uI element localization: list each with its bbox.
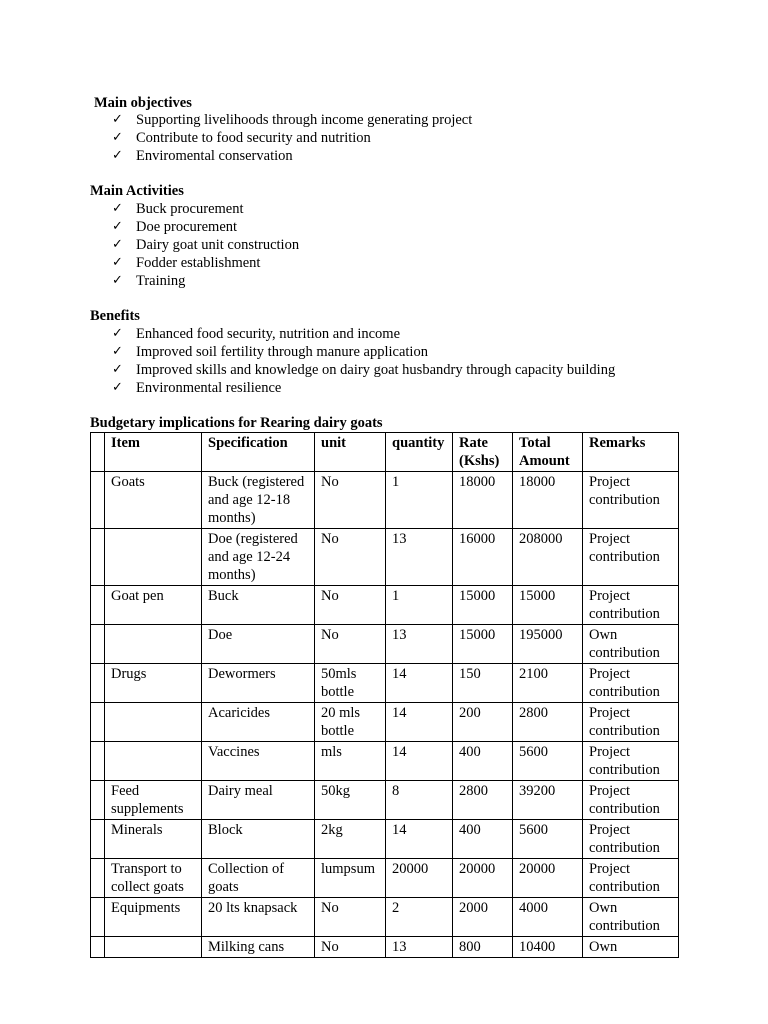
cell-remarks: Own contribution <box>583 898 679 937</box>
checkmark-icon: ✓ <box>112 201 123 216</box>
cell-total: 2800 <box>513 703 583 742</box>
cell-item <box>105 742 202 781</box>
table-row <box>91 781 679 820</box>
cell-remarks: Project contribution <box>583 742 679 781</box>
header-rate: Rate (Kshs) <box>453 433 513 472</box>
cell-quantity: 13 <box>386 625 453 664</box>
row-marker-cell <box>91 742 105 781</box>
benefits-list <box>112 325 615 397</box>
checkmark-icon: ✓ <box>112 362 123 377</box>
cell-total: 10400 <box>513 937 583 958</box>
cell-item: Feed supplements <box>105 781 202 820</box>
activities-list <box>112 200 299 290</box>
cell-remarks: Project contribution <box>583 859 679 898</box>
cell-total: 15000 <box>513 586 583 625</box>
cell-quantity: 14 <box>386 664 453 703</box>
cell-specification: Dairy meal <box>202 781 315 820</box>
checkmark-icon: ✓ <box>112 148 123 163</box>
cell-rate: 800 <box>453 937 513 958</box>
cell-specification: Dewormers <box>202 664 315 703</box>
table-row <box>91 898 679 937</box>
list-item: ✓ Enhanced food security, nutrition and income <box>112 326 401 342</box>
cell-quantity: 2 <box>386 898 453 937</box>
cell-remarks: Project contribution <box>583 781 679 820</box>
cell-item: Goat pen <box>105 586 202 625</box>
header-cell-blank <box>91 433 105 472</box>
list-item: ✓ Contribute to food security and nutrition <box>112 130 371 146</box>
row-marker-cell <box>91 664 105 703</box>
activities-heading: Main Activities <box>90 183 184 199</box>
table-row <box>91 820 679 859</box>
budget-title: Budgetary implications for Rearing dairy goats <box>90 415 383 431</box>
cell-total: 20000 <box>513 859 583 898</box>
list-item: ✓ Fodder establishment <box>112 255 261 271</box>
cell-quantity: 20000 <box>386 859 453 898</box>
checkmark-icon: ✓ <box>112 112 123 127</box>
cell-total: 2100 <box>513 664 583 703</box>
objectives-list <box>112 111 472 165</box>
budget-table <box>90 432 679 958</box>
cell-rate: 2800 <box>453 781 513 820</box>
cell-remarks: Project contribution <box>583 472 679 529</box>
row-marker-cell <box>91 625 105 664</box>
cell-rate: 150 <box>453 664 513 703</box>
cell-specification: 20 lts knapsack <box>202 898 315 937</box>
cell-quantity: 1 <box>386 472 453 529</box>
cell-unit: No <box>315 529 386 586</box>
list-item: ✓ Supporting livelihoods through income generating project <box>112 112 473 128</box>
checkmark-icon: ✓ <box>112 273 123 288</box>
table-row <box>91 529 679 586</box>
benefits-heading: Benefits <box>90 308 140 324</box>
cell-unit: 2kg <box>315 820 386 859</box>
row-marker-cell <box>91 820 105 859</box>
row-marker-cell <box>91 586 105 625</box>
checkmark-icon: ✓ <box>112 219 123 234</box>
checkmark-icon: ✓ <box>112 237 123 252</box>
list-item: ✓ Enviromental conservation <box>112 148 293 164</box>
cell-quantity: 13 <box>386 529 453 586</box>
cell-rate: 200 <box>453 703 513 742</box>
cell-rate: 400 <box>453 820 513 859</box>
cell-specification: Collection of goats <box>202 859 315 898</box>
row-marker-cell <box>91 781 105 820</box>
list-item: ✓ Doe procurement <box>112 219 238 235</box>
cell-item: Minerals <box>105 820 202 859</box>
cell-remarks: Project contribution <box>583 529 679 586</box>
table-row <box>91 703 679 742</box>
cell-remarks: Own <box>583 937 679 958</box>
cell-total: 4000 <box>513 898 583 937</box>
cell-remarks: Project contribution <box>583 586 679 625</box>
table-row <box>91 859 679 898</box>
cell-quantity: 14 <box>386 703 453 742</box>
row-marker-cell <box>91 898 105 937</box>
list-item: ✓ Environmental resilience <box>112 380 282 396</box>
table-header-row <box>91 433 679 472</box>
cell-unit: 20 mls bottle <box>315 703 386 742</box>
cell-rate: 15000 <box>453 586 513 625</box>
header-specification: Specification <box>202 433 315 472</box>
cell-remarks: Project contribution <box>583 664 679 703</box>
table-row <box>91 586 679 625</box>
row-marker-cell <box>91 937 105 958</box>
cell-quantity: 14 <box>386 820 453 859</box>
cell-unit: lumpsum <box>315 859 386 898</box>
row-marker-cell <box>91 703 105 742</box>
cell-specification: Buck (registered and age 12-18 months) <box>202 472 315 529</box>
checkmark-icon: ✓ <box>112 326 123 341</box>
table-row <box>91 742 679 781</box>
checkmark-icon: ✓ <box>112 344 123 359</box>
cell-specification: Buck <box>202 586 315 625</box>
checkmark-icon: ✓ <box>112 130 123 145</box>
cell-item <box>105 703 202 742</box>
table-row <box>91 937 679 958</box>
cell-rate: 15000 <box>453 625 513 664</box>
cell-specification: Acaricides <box>202 703 315 742</box>
row-marker-cell <box>91 472 105 529</box>
header-item: Item <box>105 433 202 472</box>
cell-unit: No <box>315 625 386 664</box>
cell-item: Transport to collect goats <box>105 859 202 898</box>
cell-unit: No <box>315 898 386 937</box>
list-item: ✓ Improved skills and knowledge on dairy goat husbandry through capacity building <box>112 362 616 378</box>
checkmark-icon: ✓ <box>112 255 123 270</box>
cell-quantity: 1 <box>386 586 453 625</box>
row-marker-cell <box>91 529 105 586</box>
row-marker-cell <box>91 859 105 898</box>
cell-quantity: 14 <box>386 742 453 781</box>
cell-unit: 50kg <box>315 781 386 820</box>
cell-specification: Doe <box>202 625 315 664</box>
cell-unit: No <box>315 937 386 958</box>
cell-specification: Block <box>202 820 315 859</box>
cell-specification: Milking cans <box>202 937 315 958</box>
cell-unit: No <box>315 586 386 625</box>
list-item: ✓ Buck procurement <box>112 201 244 217</box>
cell-quantity: 8 <box>386 781 453 820</box>
cell-specification: Vaccines <box>202 742 315 781</box>
cell-total: 39200 <box>513 781 583 820</box>
checkmark-icon: ✓ <box>112 380 123 395</box>
table-row <box>91 625 679 664</box>
cell-total: 208000 <box>513 529 583 586</box>
cell-rate: 16000 <box>453 529 513 586</box>
cell-remarks: Own contribution <box>583 625 679 664</box>
cell-total: 5600 <box>513 742 583 781</box>
cell-item: Equipments <box>105 898 202 937</box>
cell-unit: No <box>315 472 386 529</box>
cell-rate: 20000 <box>453 859 513 898</box>
header-remarks: Remarks <box>583 433 679 472</box>
cell-total: 18000 <box>513 472 583 529</box>
cell-item <box>105 529 202 586</box>
list-item: ✓ Improved soil fertility through manure application <box>112 344 428 360</box>
cell-remarks: Project contribution <box>583 820 679 859</box>
cell-remarks: Project contribution <box>583 703 679 742</box>
table-row <box>91 472 679 529</box>
list-item: ✓ Dairy goat unit construction <box>112 237 300 253</box>
cell-item: Goats <box>105 472 202 529</box>
list-item: ✓ Training <box>112 273 186 289</box>
cell-quantity: 13 <box>386 937 453 958</box>
cell-item: Drugs <box>105 664 202 703</box>
cell-rate: 2000 <box>453 898 513 937</box>
cell-rate: 400 <box>453 742 513 781</box>
cell-specification: Doe (registered and age 12-24 months) <box>202 529 315 586</box>
header-unit: unit <box>315 433 386 472</box>
cell-item <box>105 937 202 958</box>
cell-total: 5600 <box>513 820 583 859</box>
cell-total: 195000 <box>513 625 583 664</box>
table-row <box>91 664 679 703</box>
budget-table-body <box>91 472 679 958</box>
cell-item <box>105 625 202 664</box>
cell-unit: mls <box>315 742 386 781</box>
objectives-heading: Main objectives <box>94 95 192 111</box>
header-total: Total Amount <box>513 433 583 472</box>
header-quantity: quantity <box>386 433 453 472</box>
cell-rate: 18000 <box>453 472 513 529</box>
cell-unit: 50mls bottle <box>315 664 386 703</box>
